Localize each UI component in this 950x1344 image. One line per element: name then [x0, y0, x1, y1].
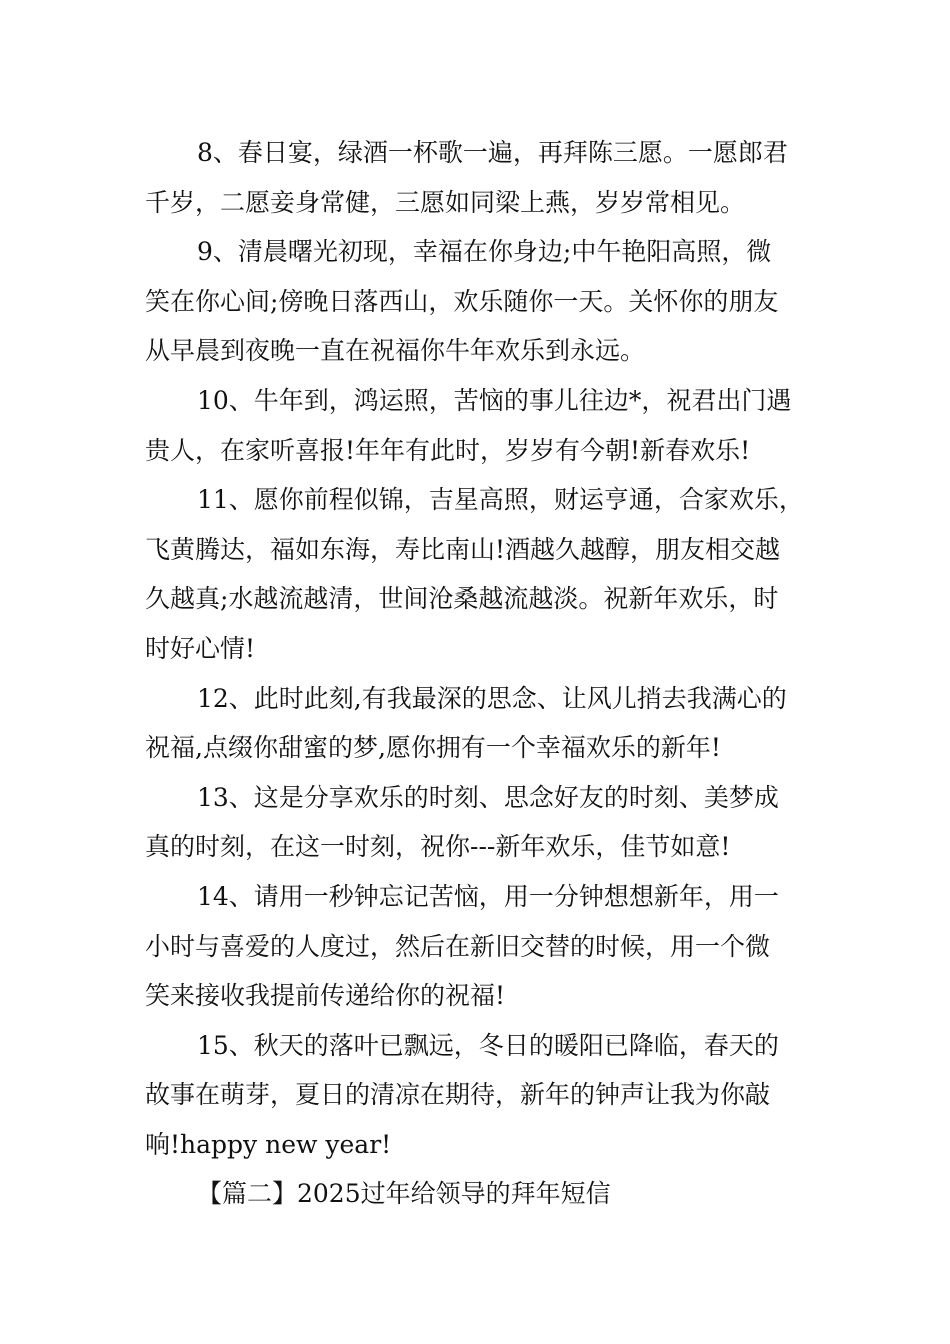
- text-line: 10、牛年到，鸿运照，苦恼的事儿往边*，祝君出门遇: [197, 385, 792, 415]
- paragraph: [145, 1021, 813, 1170]
- paragraph: [145, 128, 813, 227]
- paragraph: [145, 376, 813, 475]
- paragraph: [145, 773, 813, 872]
- section-heading: [145, 1169, 813, 1219]
- text-line: 【篇二】2025过年给领导的拜年短信: [197, 1179, 611, 1209]
- text-line: 15、秋天的落叶已飘远，冬日的暖阳已降临，春天的: [197, 1030, 779, 1060]
- text-line: 12、此时此刻,有我最深的思念、让风儿捎去我满心的: [197, 683, 787, 713]
- text-line: 久越真;水越流越清，世间沧桑越流越淡。祝新年欢乐，时: [145, 584, 779, 614]
- document-body: [145, 128, 813, 1219]
- text-line: 飞黄腾达，福如东海，寿比南山!酒越久越醇，朋友相交越: [145, 534, 781, 564]
- text-line: 故事在萌芽，夏日的清凉在期待，新年的钟声让我为你敲: [145, 1080, 771, 1110]
- text-line: 真的时刻，在这一时刻，祝你---新年欢乐，佳节如意!: [145, 832, 731, 862]
- text-line: 11、愿你前程似锦，吉星高照，财运亨通，合家欢乐，: [197, 485, 804, 515]
- text-line: 13、这是分享欢乐的时刻、思念好友的时刻、美梦成: [197, 782, 779, 812]
- text-line: 笑来接收我提前传递给你的祝福!: [145, 981, 506, 1011]
- text-line: 从早晨到夜晚一直在祝福你牛年欢乐到永远。: [145, 336, 646, 366]
- text-line: 响!happy new year!: [145, 1129, 392, 1159]
- text-line: 千岁，二愿妾身常健，三愿如同梁上燕，岁岁常相见。: [145, 187, 746, 217]
- text-line: 9、清晨曙光初现，幸福在你身边;中午艳阳高照，微: [197, 237, 772, 267]
- paragraph: [145, 674, 813, 773]
- text-line: 笑在你心间;傍晚日落西山，欢乐随你一天。关怀你的朋友: [145, 286, 779, 316]
- text-line: 时好心情!: [145, 633, 256, 663]
- paragraph: [145, 872, 813, 1021]
- paragraph: [145, 475, 813, 673]
- text-line: 贵人，在家听喜报!年年有此时，岁岁有今朝!新春欢乐!: [145, 435, 751, 465]
- paragraph: [145, 227, 813, 376]
- text-line: 14、请用一秒钟忘记苦恼，用一分钟想想新年，用一: [197, 881, 779, 911]
- text-line: 8、春日宴，绿酒一杯歌一遍，再拜陈三愿。一愿郎君: [197, 138, 788, 167]
- text-line: 祝福,点缀你甜蜜的梦,愿你拥有一个幸福欢乐的新年!: [145, 733, 721, 763]
- text-line: 小时与喜爱的人度过，然后在新旧交替的时候，用一个微: [145, 931, 771, 961]
